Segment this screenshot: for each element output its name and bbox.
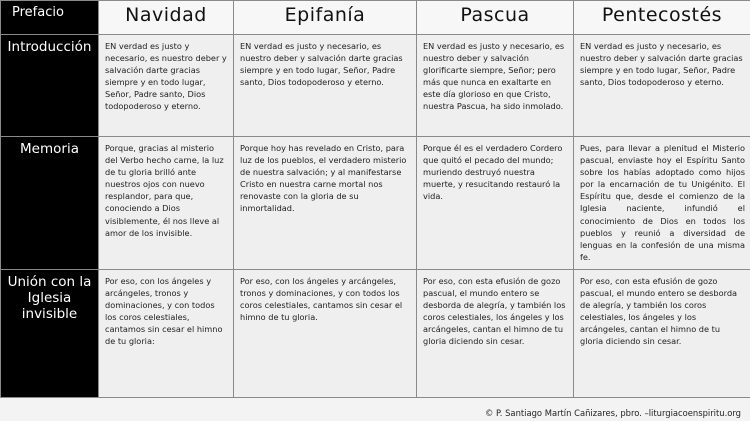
cell-memoria-epifania: Porque hoy has revelado en Cristo, para luz de los pueblos, el verdadero misterio de nuestra salvación; y al manifestarse Cristo en nuestra carne mortal nos renovaste con la gloria de su inmortalidad. [234,137,417,270]
cell-memoria-navidad: Porque, gracias al misterio del Verbo hecho carne, la luz de tu gloria brilló ante nuestros ojos con nuevo resplandor, para que, conociendo a Dios visiblemente, él nos lleve al amor de los invisible. [99,137,234,270]
column-header-epifania: Epifanía [234,1,417,35]
row-union [1,270,750,398]
cell-union-pentecostes: Por eso, con esta efusión de gozo pascual, el mundo entero se desborda de alegría, y también los coros celestiales, los ángeles y los arcángeles, cantan el himno de tu gloria diciendo sin cesar. [574,270,750,398]
cell-memoria-pascua: Porque él es el verdadero Cordero que quitó el pecado del mundo; muriendo destruyó nuestra muerte, y resucitando restauró la vida. [417,137,574,270]
cell-union-pascua: Por eso, con esta efusión de gozo pascual, el mundo entero se desborda de alegría, y también los coros celestiales, los ángeles y los arcángeles, cantan el himno de tu gloria diciendo sin cesar. [417,270,574,398]
cell-union-navidad: Por eso, con los ángeles y arcángeles, tronos y dominaciones, y con todos los coros celestiales, cantamos sin cesar el himno de tu gloria: [99,270,234,398]
copyright-footer: © P. Santiago Martín Cañizares, pbro. –liturgiacoenspiritu.org [485,408,741,418]
row-memoria [1,137,750,270]
cell-introduccion-epifania: EN verdad es justo y necesario, es nuestro deber y salvación darte gracias siempre y en todo lugar, Señor, Padre santo, Dios todopoderoso y eterno. [234,35,417,137]
corner-header: Prefacio [1,1,99,35]
cell-introduccion-pascua: EN verdad es justo y necesario, es nuestro deber y salvación glorificarte siempre, Señor; pero más que nunca en exaltarte en este día glorioso en que Cristo, nuestra Pascua, ha sido inmolado. [417,35,574,137]
column-header-pentecostes: Pentecostés [574,1,750,35]
header-row [1,1,750,35]
column-header-pascua: Pascua [417,1,574,35]
cell-introduccion-pentecostes: EN verdad es justo y necesario, es nuestro deber y salvación darte gracias siempre y en todo lugar, Señor, Padre santo, Dios todopoderoso y eterno. [574,35,750,137]
row-introduccion [1,35,750,137]
column-header-navidad: Navidad [99,1,234,35]
row-label-memoria: Memoria [1,137,99,270]
cell-memoria-pentecostes: Pues, para llevar a plenitud el Misterio pascual, enviaste hoy el Espíritu Santo sobre los habías adoptado como hijos por la encarnación de tu Unigénito. El Espíritu que, desde el comienzo de la Iglesia naciente, infundió el conocimiento de Dios en todos los pueblos y reunió a diversidad de lenguas en la confesión de una misma fe. [574,137,750,270]
cell-introduccion-navidad: EN verdad es justo y necesario, es nuestro deber y salvación darte gracias siempre y en todo lugar, Señor, Padre santo, Dios todopoderoso y eterno. [99,35,234,137]
cell-union-epifania: Por eso, con los ángeles y arcángeles, tronos y dominaciones, y con todos los coros celestiales, cantamos sin cesar el himno de tu gloria. [234,270,417,398]
row-label-union: Unión con la Iglesia invisible [1,270,99,398]
row-label-introduccion: Introducción [1,35,99,137]
